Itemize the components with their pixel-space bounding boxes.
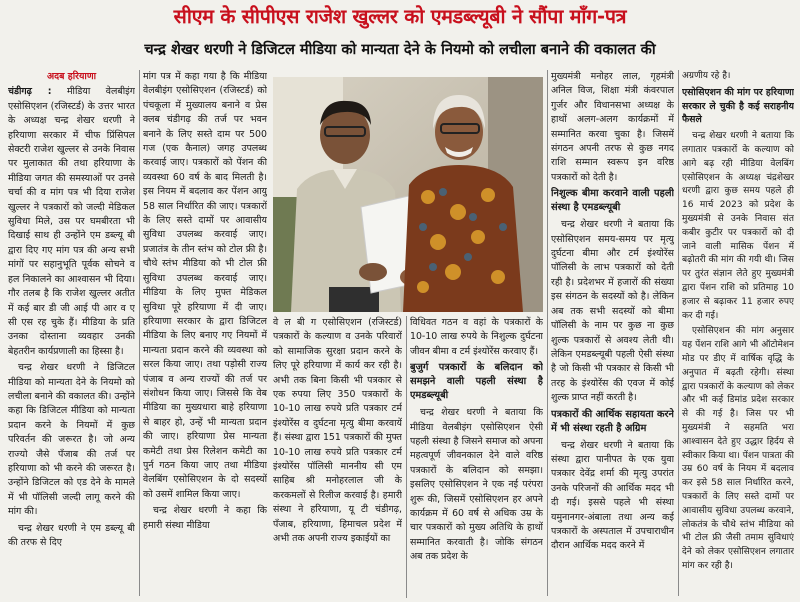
column-divider [678,70,679,596]
article-paragraph [8,85,135,359]
article-paragraph: वे ल बी ग एसोसिएशन (रजिस्टर्ड) पत्रकारों के कल्याण व उनके परिवारों को सामाजिक सुरक्षा प्रदान करने के लिए पूरे हरियाणा में कार्य कर रही है। अभी तक बिना किसी भी पत्रकार से एक रुपया लिए 350 पत्रकारों के 10-10 लाख रुपये प्रति पत्रकार टर्म इंश्योरेंस व दुर्घटना मृत्यु बीमा करवायें हैं। संस्था द्वारा 151 पत्रकारों की मुफ्त 10-10 लाख रुपये प्रति पत्रकार टर्म इंश्योरेंस पॉलिसी माननीय सी एम साहिब श्री मनोहरलाल जी के करकमलों से रिलीज करवाई है। हमारी संस्था ने हरियाणा, यू टी चंडीगढ़, पँजाब, हरियाणा, हिमाचल प्रदेश में अभी तक अपनी राज्य इकाईयों का [273,317,402,545]
byline: अदब हरियाणा [46,71,97,82]
article-paragraph: चन्द्र शेखर धरणी ने बताया कि लगातार पत्रकारों के कल्याण को आगे बढ़ रही मीडिया वेलबिंग एसोसिएशन के अध्यक्ष चंद्रशेखर धरणी द्वारा कुछ समय पहले ही 16 मार्च 2023 को प्रदेश के मुख्यमंत्री से उनके निवास संत कबीर कुटीर पर पत्रकारों को दी जाने वाली मासिक पेंशन में बढ़ोतरी की मांग की गयी थी। जिस पर तुरंत संज्ञान लेते हुए मुख्यमंत्री द्वारा पेंशन राशि को प्रतिमाह 10 हजार से बढ़ाकर 11 हजार रुपए कर दी गई। [682,131,794,321]
subheadline: चन्द्र शेखर धरणी ने डिजिटल मीडिया को मान्यता देने के नियमो को लचीला बनाने की वकालत की [144,41,656,58]
article-column-1 [8,70,135,598]
photo-illustration [273,77,543,312]
article-column-6 [682,70,794,598]
section-subheading: निशुल्क बीमा करवाने वाली पहली संस्था है एमडब्ल्यूबी [551,188,674,214]
article-paragraph: मुख्यमंत्री मनोहर लाल, गृहमंत्री अनिल विज, शिक्षा मंत्री कंवरपाल गुर्जर और विधानसभा अध्यक्ष के हाथों अलग-अलग कार्यक्रमों में सम्मानित करवा चुका है। जिसमें संगठन अपनी तरफ से कुछ नगद राशि सम्मान स्वरूप इन वरिष्ठ पत्रकारों को देती है। [551,71,674,183]
paragraph-text: मीडिया वेलबीइंग एसोसिएशन (रजिस्टर्ड) के उत्तर भारत के अध्यक्ष चन्द्र शेखर धरणी ने हरियाणा सरकार में चीफ प्रिंसिपल सेक्टरी राजेश खुल्लर से उनके निवास पर मुलाकात की तथा हरियाणा के मीडिया जगत की समस्याओं पर उनसे चर्चा की व मांग पत्र भी दिया राजेश खुल्लर ने पत्रकारों को जल्दी मेडिकल सुविधा मिले, उस पर घमबीरता भी दिखाई साथ ही उन्होंने एम डब्ल्यू बी द्वारा दिए गए मांग पत्र की अन्य सभी मांगों पर सहानुभूति पूर्वक सोचने व हल निकालने का आश्वासन भी दिया। गौर तलब है कि राजेश खुल्लर अतीत में कई बार डी जी आई पी आर व ए सी एस रह चुके हैं। मीडिया के प्रति उनका दोस्ताना व्यवहार उनकी बेहतरीन कार्यप्रणाली का हिस्सा है। [8,86,135,357]
article-column-2 [143,70,267,598]
section-subheading: बुजुर्ग पत्रकारों के बलिदान को समझने वाली पहली संस्था है एमडब्ल्यूबी [410,362,543,402]
headline: सीएम के सीपीएस राजेश खुल्लर को एमडब्ल्यूबी ने सौंपा माँग-पत्र [173,5,627,28]
article-paragraph: अग्रणीय रहे है। [682,71,731,81]
column-divider [406,316,407,598]
column-divider [139,70,140,596]
article-paragraph: मांग पत्र में कहा गया है कि मीडिया वेलबीइंग एसोसिएशन (रजिस्टर्ड) को पंचकूला में मुख्यालय बनाने व प्रेस क्लब चंडीगढ़ की तर्ज पर भवन बनाने के लिए सस्ते दाम पर 500 गज (एक कैनाल) जगह उपलब्ध करवाई जाए। पत्रकारों को पेंशन की व्यवस्था 60 वर्ष के बाद मिलती है। इस नियम में बदलाव कर पेंशन आयु 58 साल निर्धारित की जाए। पत्रकारों के लिए सस्ते दामों पर आवासीय सुविधा उपलब्ध करवाई जाए। प्रजातंत्र के तीन स्तंभ को टोल फ्री है। चौथे स्तंभ मीडिया को भी टोल फ्री सुविधा उपलब्ध करवाई जाए। मीडिया के लिए मुफ्त मेडिकल सुविधा पूरे हरियाणा में दी जाए। हरियाणा सरकार के द्वारा डिजिटल मीडिया के लिए बनाए गए नियमों में मान्यता प्रदान करने की व्यवस्था को सरल किया जाए। तथा पड़ोसी राज्य पंजाब व अन्य राज्यों की तर्ज पर संशोधन किया जाए। जिससे कि वेब मीडिया का मुख्यधारा बाहे हरियाणा से बाहर हो, उन्हें भी मान्यता प्रदान की जाए। हरियाणा प्रेस मान्यता कमेटी तथा प्रेस रिलेशन कमेटी का पुर्न गठन किया जाए तथा मीडिया वेलबिंग एसोसिएशन के दो सदस्यों को उसमें शामिल किया जाए। [143,71,267,500]
article-paragraph: चन्द्र शेखर धरणी ने एम डब्ल्यू बी की तरफ से दिए [8,522,135,548]
section-subheading: एसोसिएशन की मांग पर हरियाणा सरकार ले चुकी है कई सराहनीय फैसले [682,86,794,126]
article-paragraph: चन्द्र शेखर धरणी ने डिजिटल मीडिया को मान्यता देने के नियमो को लचीला बनाने की वकालत की। उन्होंने कहा कि डिजिटल मीडिया को मान्यता प्रदान करने के नियमों में कुछ परिवर्तन की जरूरत है। जो अन्य राज्यो जैसे पँजाब की तर्ज पर हरियाणा को भी करने की जरूरत है। उन्होंने डिजिटल को एड देने के मामले में भी पॉलिसी जल्दी लागू करने की मांग की। [8,362,135,518]
section-subheading: पत्रकारों की आर्थिक सहायता करने में भी संस्था रहती है अग्रिम [551,408,674,434]
article-paragraph: विधिवत गठन व वहां के पत्रकारों के 10-10 लाख रुपये के निशुल्क दुर्घटना जीवन बीमा व टर्म इंश्योरेंस करवाए हैं। [410,317,543,357]
article-column-3 [273,316,402,598]
article-paragraph: चन्द्र शेखर धरणी ने बताया कि संस्था द्वारा पानीपत के एक युवा पत्रकार देवेंद्र शर्मा की मृत्यु उपरांत उनके परिजनों की आर्थिक मदद भी दी गई। इससे पहले भी संस्था यमुनानगर-अंबाला तथा अन्य कई पत्रकारों के अस्पताल में उपचाराधीन दौरान आर्थिक मदद करने में [551,439,674,552]
article-column-5 [551,70,674,598]
dateline: चंडीगढ़ : [8,86,52,98]
article-paragraph: एसोसिएशन की मांग अनुसार यह पेंशन राशि आगे भी ऑटोमेशन मोड पर डीए में वार्षिक वृद्धि के अनुपात में बढ़ती रहेगी। संस्था द्वारा पत्रकारों के कल्याण को लेकर और भी कई डिमांड प्रदेश सरकार से की गई है। जिस पर भी मुख्यमंत्री ने सहमति भरा आश्वासन देते हुए उद्धार हिर्दय से स्वीकार किया था। पेंशन पात्रता की उम्र 60 वर्ष के नियम में बदलाव कर इसे 58 साल निर्धारित करने, पत्रकारों के लिए सस्ते दामों पर आवासीय सुविधा उपलब्ध करवाने, लोकतंत्र के चौथे स्तंभ मीडिया को भी टोल फ्री जैसी तमाम सुविधाएं देने को लेकर एसोसिएशन लगातार मांग कर रही है। [682,326,794,571]
article-paragraph: चन्द्र शेखर धरणी ने कहा कि हमारी संस्था मीडिया [143,505,267,531]
article-paragraph: चन्द्र शेखर धरणी ने बताया कि एसोसिएशन समय-समय पर मृत्यु दुर्घटना बीमा और टर्म इंश्योरेंस पॉलिसी के लाभ पत्रकारों को देती रही है। प्रदेशभर में हजारों की संख्या इस संगठन के सदस्यों को है। लेकिन अब तक सभी सदस्यों को बीमा पॉलिसी के नाम पर कुछ ना कुछ शुल्क पत्रकारों से अवश्य लेती थी। लेकिन एमडब्ल्यूबी पहली ऐसी संस्था है जो किसी भी पत्रकार से किसी भी तरह के इंश्योरेंस की एवज में कोई शुल्क प्राप्त नहीं करती है। [551,219,674,404]
news-photo [273,77,543,312]
article-column-4 [410,316,543,598]
column-divider [547,70,548,596]
article-paragraph: चन्द्र शेखर धरणी ने बताया कि मीडिया वेलबीइंग एसोसिएशन ऐसी पहली संस्था है जिसने समाज को अपना महत्वपूर्ण जीवनकाल देने वाले वरिष्ठ पत्रकारों के बलिदान को समझा। इसलिए एसोसिएशन ने एक नई परंपरा शुरू की, जिसमें एसोसिएशन हर अपने कार्यक्रम में 60 वर्ष से अधिक उम्र के चार पत्रकारों को मुख्य अतिथि के हाथों सम्मानित करवाती है। जोकि संगठन अब तक प्रदेश के [410,407,543,563]
